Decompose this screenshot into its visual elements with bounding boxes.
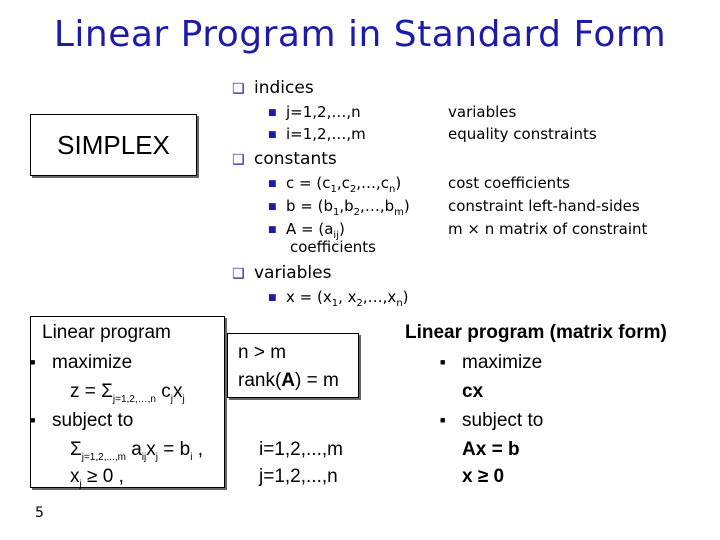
index-item-i: ■ i=1,2,…,m [268, 125, 366, 143]
range-j: j=1,2,...,n [259, 466, 338, 487]
lp-maximize: ■ maximize [30, 352, 133, 373]
bullet-icon: ■ [440, 415, 446, 425]
constant-c: ■ $c = (c_1,c_2,\dots,c_n)$ [268, 174, 402, 195]
range-i: i=1,2,...,m [259, 439, 343, 460]
index-item-j: ■ j=1,2,…,n [268, 103, 361, 121]
lp-subject-to: ■ subject to [30, 410, 134, 431]
constant-a-desc: m × n matrix of constraint [448, 220, 648, 238]
square-bullet-icon: ■ [268, 225, 277, 235]
square-bullet-icon: ■ [268, 179, 277, 189]
square-bullet-icon: ■ [268, 130, 277, 140]
lp-constraint: $\Sigma_{j=1,2,...,m}$ $a_{ij}x_j = b_i$ , [70, 439, 204, 463]
slide-title: Linear Program in Standard Form [53, 14, 667, 55]
matrix-subject-to: ■ subject to [440, 410, 544, 431]
simplex-label: SIMPLEX [57, 129, 170, 160]
index-desc-j: variables [448, 103, 517, 121]
bullet-icon: ■ [30, 357, 36, 367]
index-desc-i: equality constraints [448, 125, 597, 143]
q-bullet-icon: ❑ [232, 152, 245, 168]
rank-a: rank(A) = m [238, 370, 339, 391]
constant-c-desc: cost coefficients [448, 174, 570, 192]
bullet-icon: ■ [30, 415, 36, 425]
bullet-icon: ■ [440, 357, 446, 367]
lp-heading: Linear program [42, 322, 171, 343]
square-bullet-icon: ■ [268, 108, 277, 118]
page-number: 5 [35, 505, 44, 521]
matrix-xge: x ≥ 0 [462, 466, 505, 487]
simplex-box [30, 114, 197, 176]
constant-a: ■ $A = (a_{ij})$ [268, 220, 345, 241]
matrix-cx: cx [462, 381, 484, 402]
matrix-maximize: ■ maximize [440, 352, 543, 373]
square-bullet-icon: ■ [268, 202, 277, 212]
lp-nonneg: $x_j \ge 0$ , [70, 466, 124, 490]
indices-heading: ❑ indices [232, 78, 314, 98]
q-bullet-icon: ❑ [232, 81, 245, 97]
matrix-heading: Linear program (matrix form) [405, 322, 667, 343]
n-gt-m: n > m [238, 342, 287, 363]
variable-x: ■ $x = (x_1$, $x_2,\dots,x_n$) [268, 288, 409, 309]
constant-a-continuation: coefficients [290, 238, 377, 256]
constant-b-desc: constraint left-hand-sides [448, 197, 640, 215]
constant-b: ■ $b = (b_1,b_2,\dots,b_m)$ [268, 197, 410, 218]
variables-heading: ❑ variables [232, 263, 332, 283]
matrix-axb: Ax = b [462, 439, 520, 460]
square-bullet-icon: ■ [268, 293, 277, 303]
q-bullet-icon: ❑ [232, 266, 245, 282]
constants-heading: ❑ constants [232, 149, 337, 169]
lp-objective: $z = \Sigma_{j=1,2,\dots,n}$ $c_jx_j$ [70, 381, 185, 405]
